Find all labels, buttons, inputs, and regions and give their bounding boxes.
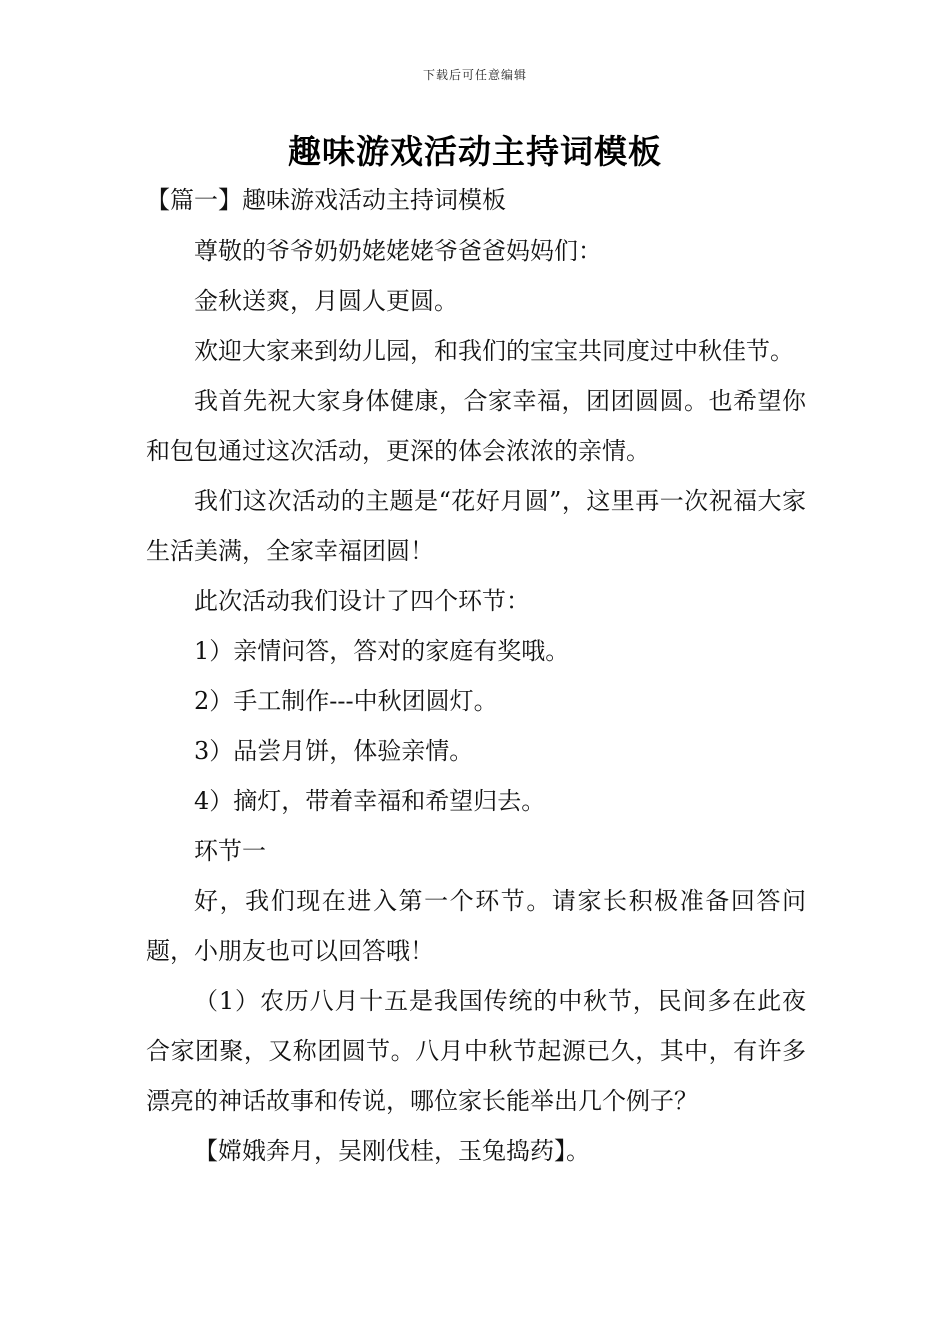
paragraph-theme: 我们这次活动的主题是“花好月圆”，这里再一次祝福大家生活美满，全家幸福团圆！: [146, 487, 806, 565]
paragraph-opening: 金秋送爽，月圆人更圆。: [194, 287, 458, 315]
segment-heading: 环节一: [194, 837, 266, 865]
paragraph-welcome: 欢迎大家来到幼儿园，和我们的宝宝共同度过中秋佳节。: [194, 337, 794, 365]
agenda-item-4: 4）摘灯，带着幸福和希望归去。: [194, 787, 546, 815]
paragraph-agenda-intro: 此次活动我们设计了四个环节：: [194, 587, 530, 615]
section-heading: 【篇一】趣味游戏活动主持词模板: [146, 186, 506, 214]
agenda-item-2: 2）手工制作---中秋团圆灯。: [194, 687, 498, 715]
paragraph-question-1: （1）农历八月十五是我国传统的中秋节，民间多在此夜合家团聚，又称团圆节。八月中秋节起源已久，其中，有许多漂亮的神话故事和传说，哪位家长能举出几个例子？: [146, 987, 806, 1115]
document-title: 趣味游戏活动主持词模板: [288, 132, 662, 171]
header-note: 下载后可任意编辑: [422, 68, 527, 82]
paragraph-answer-1: 【嫦娥奔月，吴刚伐桂，玉兔捣药】。: [194, 1137, 590, 1165]
paragraph-greeting: 尊敬的爷爷奶奶姥姥姥爷爸爸妈妈们：: [194, 237, 602, 265]
agenda-item-1: 1）亲情问答，答对的家庭有奖哦。: [194, 637, 570, 665]
paragraph-segment-intro: 好，我们现在进入第一个环节。请家长积极准备回答问题，小朋友也可以回答哦！: [146, 887, 806, 965]
paragraph-wishes: 我首先祝大家身体健康，合家幸福，团团圆圆。也希望你和包包通过这次活动，更深的体会浓浓的亲情。: [146, 387, 806, 465]
document-body: [146, 226, 806, 1176]
agenda-item-3: 3）品尝月饼，体验亲情。: [194, 737, 474, 765]
